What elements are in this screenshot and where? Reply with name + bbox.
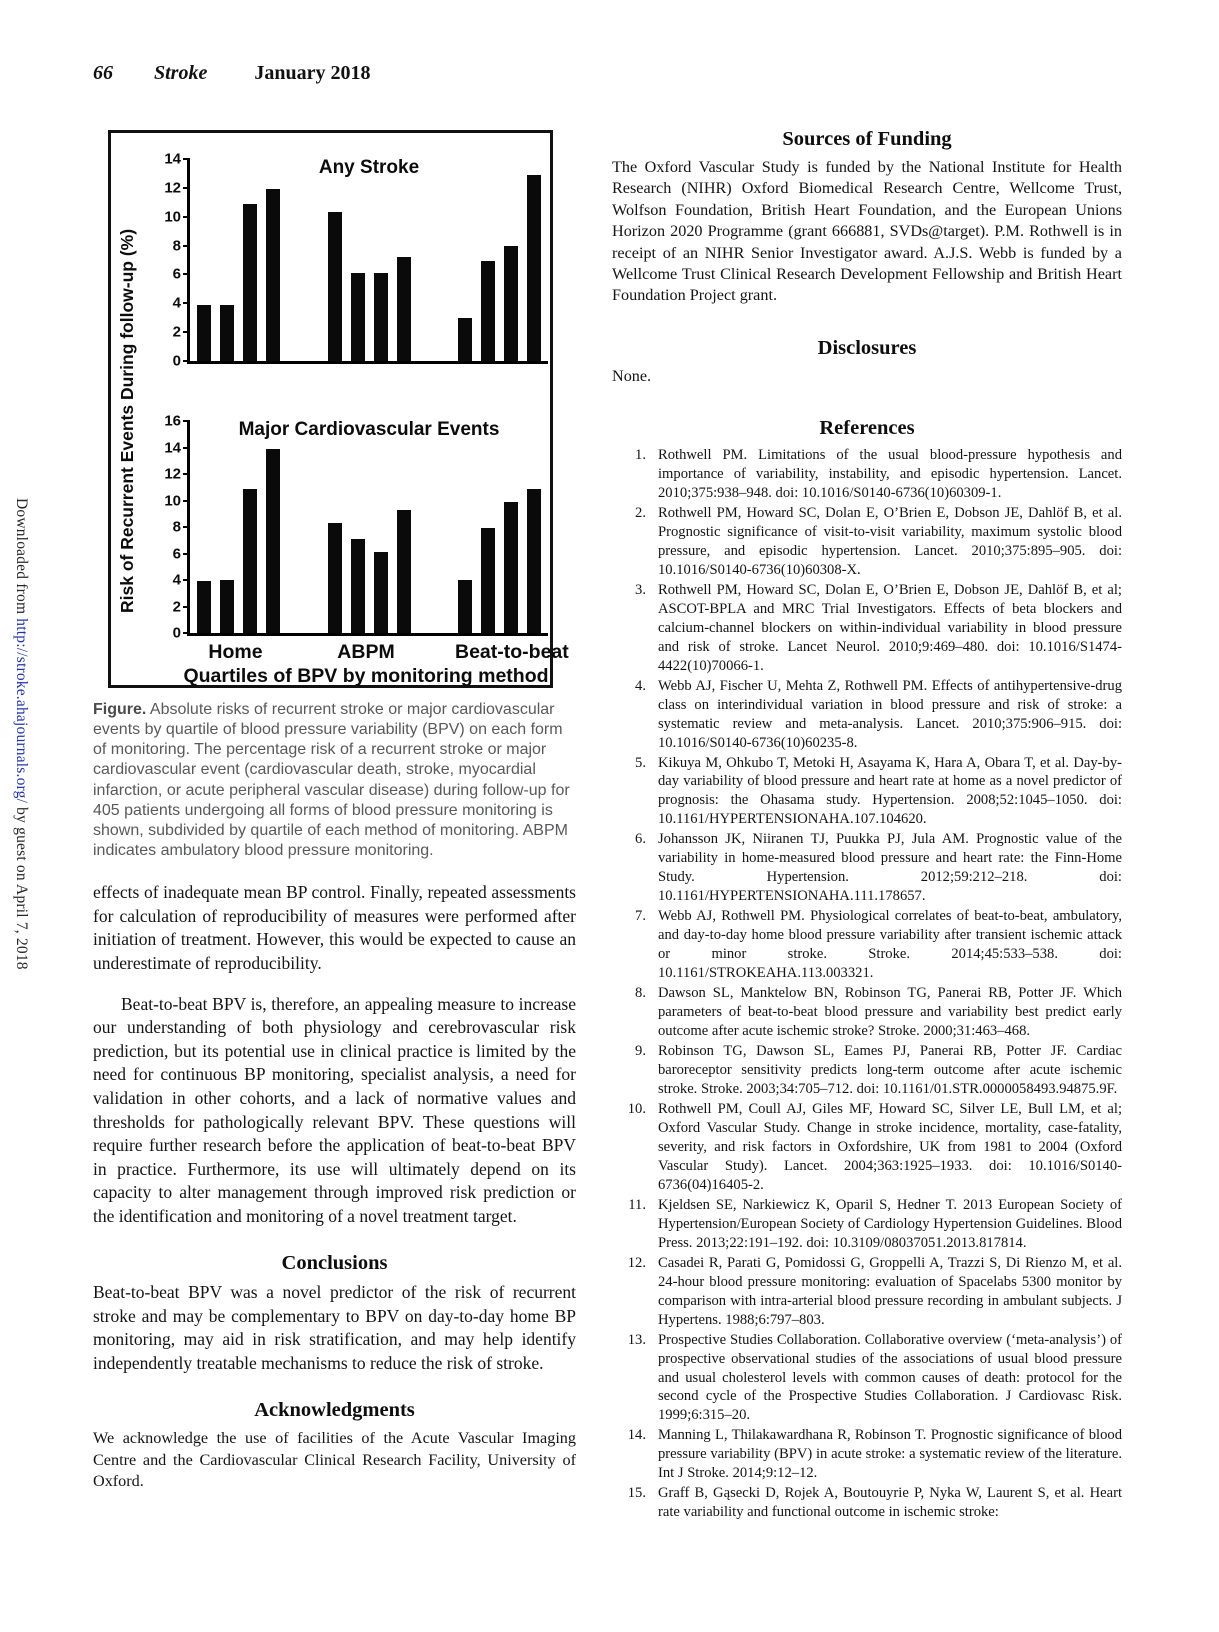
figure-caption (93, 700, 574, 861)
download-strip-suffix: by guest on April 7, 2018 (13, 803, 30, 970)
reference-number: 1. (635, 447, 646, 463)
y-axis-tick-label: 4 (172, 571, 181, 589)
disclosures-paragraph: None. (612, 366, 652, 385)
journal-url-link[interactable]: http://stroke.ahajournals.org/ (13, 618, 30, 804)
bar-groups (190, 159, 548, 361)
chart-title-any-stroke: Any Stroke (318, 157, 420, 178)
bar (397, 257, 411, 361)
reference-item (612, 1426, 1122, 1483)
issue-date: January 2018 (254, 62, 371, 84)
references-heading: References (819, 417, 915, 439)
y-axis-tick-label: 0 (172, 624, 181, 642)
y-axis-tick-label: 0 (172, 352, 181, 370)
bar (527, 175, 541, 361)
bar (351, 539, 365, 633)
reference-number: 8. (635, 985, 646, 1002)
y-axis-tick-mark (183, 447, 190, 449)
reference-item (612, 581, 1122, 676)
y-axis-tick-mark (183, 553, 190, 555)
y-axis-tick-label: 10 (164, 492, 181, 509)
bar-group-beat-to-beat (458, 175, 541, 361)
bar (328, 523, 342, 633)
reference-text: Casadei R, Parati G, Pomidossi G, Groppelli A, Trazzi S, Di Rienzo M, et al. 24-hour blood pressure monitoring: evaluation of Spacelabs 5300 monitor by comparison with intra-arterial blood pressure recording in ambulant subjects. J Hypertens. 1988;6:797–803. (658, 1254, 1122, 1328)
y-axis-tick-mark (183, 420, 190, 422)
y-axis-tick-mark (183, 302, 190, 304)
y-axis-tick-mark (183, 526, 190, 528)
funding-heading: Sources of Funding (782, 128, 952, 150)
reference-item (612, 1196, 1122, 1253)
bar (527, 489, 541, 633)
download-strip (12, 498, 30, 970)
x-category-beat-to-beat: Beat-to-beat (455, 641, 569, 663)
body-paragraph-continuation: effects of inadequate mean BP control. Finally, repeated assessments for calculation of reproducibility of measures were performed after initiation of treatment. However, this would be expected to cause an underestimate of reproducibility. (93, 882, 576, 973)
bar (266, 449, 280, 633)
y-axis-tick-label: 14 (164, 439, 181, 456)
reference-text: Kjeldsen SE, Narkiewicz K, Oparil S, Hedner T. 2013 European Society of Hypertension/European Society of Cardiology Hypertension Guidelines. Blood Press. 2013;22:191–192. doi: 10.3109/08037051.2013.817814. (658, 1196, 1122, 1251)
reference-item (612, 1100, 1122, 1195)
y-axis-tick-mark (183, 632, 190, 634)
reference-number: 5. (635, 754, 646, 771)
reference-number: 12. (627, 1254, 646, 1271)
bar (397, 510, 411, 633)
reference-item (612, 446, 1122, 503)
y-axis-tick-label: 14 (164, 150, 181, 168)
reference-number: 3. (635, 581, 646, 598)
reference-number: 11. (628, 1196, 646, 1213)
bar (374, 273, 388, 361)
reference-number: 10. (627, 1100, 646, 1117)
y-axis-tick-label: 12 (164, 465, 181, 483)
reference-text: Rothwell PM, Coull AJ, Giles MF, Howard SC, Silver LE, Bull LM, et al; Oxford Vascular Study. Change in stroke incidence, mortality, case-fatality, severity, and risk factors in Oxfordshire, UK from 1981 to 2004 (Oxford Vascular Study). Lancet. 2004;363:1925–1933. doi: 10.1016/S0140-6736(04)16405-2. (658, 1100, 1122, 1193)
bar-group-abpm (328, 510, 411, 633)
reference-text: Rothwell PM, Howard SC, Dolan E, O’Brien E, Dobson JE, Dahlöf B, et al. Prognostic significance of visit-to-visit variability, maximum systolic blood pressure, and episodic hypertension. Lancet. 2010;375:895–905. doi: 10.1016/S0140-6736(10)60308-X. (658, 504, 1122, 578)
conclusions-heading: Conclusions (281, 1252, 388, 1275)
reference-item (612, 504, 1122, 580)
y-axis-tick-label: 6 (172, 545, 181, 562)
bar-group-beat-to-beat (458, 489, 541, 633)
reference-text: Prospective Studies Collaboration. Collaborative overview (‘meta-analysis’) of prospective observational studies of the associations of usual blood pressure and usual cholesterol levels with common causes of death: protocol for the second cycle of the Prospective Studies Collaboration. J Cardiovasc Risk. 1999;6:315–20. (658, 1331, 1122, 1424)
download-strip-prefix: Downloaded from (13, 498, 30, 619)
reference-item (612, 830, 1122, 906)
bar-group-home (197, 449, 280, 633)
y-axis-tick-label: 16 (164, 412, 181, 430)
running-head (93, 62, 370, 85)
journal-title: Stroke (154, 62, 208, 84)
right-column (612, 128, 1122, 1523)
bar (374, 552, 388, 633)
x-axis-title: Quartiles of BPV by monitoring method (183, 665, 549, 687)
bar (504, 246, 518, 361)
reference-text: Kikuya M, Ohkubo T, Metoki H, Asayama K, Hara A, Obara T, et al. Day-by-day variability of blood pressure and heart rate at home as a novel predictor of prognosis: the Ohasama study. Hypertension. 2008;52:1045–1050. doi: 10.1161/HYPERTENSIONAHA.107.104620. (658, 754, 1122, 828)
reference-text: Robinson TG, Dawson SL, Eames PJ, Panerai RB, Potter JF. Cardiac baroreceptor sensitivity predicts long-term outcome after acute ischemic stroke. Stroke. 2003;34:705–712. doi: 10.1161/01.STR.0000058493.94875.9F. (658, 1043, 1122, 1097)
bar (197, 305, 211, 361)
y-axis-tick-mark (183, 216, 190, 218)
bar-group-abpm (328, 212, 411, 361)
bar-group-home (197, 189, 280, 361)
y-axis-tick-mark (183, 331, 190, 333)
y-axis-tick-label: 8 (172, 518, 181, 536)
reference-number: 4. (635, 677, 646, 694)
figure-caption-label: Figure. (93, 701, 147, 718)
y-axis-tick-mark (183, 473, 190, 475)
reference-number: 2. (635, 504, 646, 521)
bar (243, 489, 257, 633)
acknowledgments-heading: Acknowledgments (254, 1399, 415, 1422)
x-axis-category-labels (187, 641, 569, 664)
y-axis-tick-label: 12 (164, 179, 181, 197)
y-axis-tick-label: 2 (172, 323, 181, 341)
reference-number: 7. (635, 908, 646, 925)
reference-item (612, 677, 1122, 753)
reference-item (612, 1484, 1122, 1522)
x-category-home: Home (208, 641, 263, 663)
y-axis-title: Risk of Recurrent Events During follow-up (%) (117, 228, 137, 613)
chart-any-stroke (164, 150, 548, 370)
figure-caption-text: Absolute risks of recurrent stroke or major cardiovascular events by quartile of blood pressure variability (BPV) on each form of monitoring. The percentage risk of a recurrent stroke or major cardiovascular event (cardiovascular death, stroke, myocardial infarction, or acute peripheral vascular disease) during follow-up for 405 patients undergoing all forms of blood pressure monitoring is shown, subdivided by quartile of each method of monitoring. ABPM indicates ambulatory blood pressure monitoring. (93, 701, 570, 860)
bar (220, 580, 234, 633)
reference-number: 13. (627, 1331, 646, 1348)
reference-item (612, 984, 1122, 1041)
y-axis-tick-label: 8 (172, 237, 181, 255)
y-axis-tick-label: 10 (164, 208, 181, 226)
bar (197, 581, 211, 633)
reference-number: 14. (627, 1427, 646, 1444)
reference-text: Graff B, Gąsecki D, Rojek A, Boutouyrie P, Nyka W, Laurent S, et al. Heart rate variability and functional outcome in ischemic stroke: (658, 1485, 1122, 1521)
bar (351, 273, 365, 361)
acknowledgments-paragraph: We acknowledge the use of facilities of the Acute Vascular Imaging Centre and the Cardiovascular Clinical Research Facility, University of Oxford. (93, 1429, 576, 1491)
y-axis-tick-mark (183, 158, 190, 160)
bar (481, 528, 495, 633)
reference-item (612, 1042, 1122, 1099)
reference-text: Johansson JK, Niiranen TJ, Puukka PJ, Jula AM. Prognostic value of the variability in home-measured blood pressure and heart rate: the Finn-Home Study. Hypertension. 2012;59:212–218. doi: 10.1161/HYPERTENSIONAHA.111.178657. (658, 831, 1122, 905)
bar (504, 502, 518, 633)
reference-number: 6. (635, 831, 646, 848)
bar (481, 261, 495, 361)
reference-item (612, 907, 1122, 983)
y-axis-tick-mark (183, 360, 190, 362)
y-axis-tick-mark (183, 606, 190, 608)
reference-number: 9. (635, 1043, 646, 1060)
reference-item (612, 754, 1122, 830)
x-category-abpm: ABPM (337, 641, 395, 663)
chart-title-major-cv-events: Major Cardiovascular Events (238, 419, 500, 440)
bar (458, 318, 472, 361)
reference-number: 15. (627, 1485, 646, 1502)
y-axis-tick-label: 6 (172, 265, 181, 283)
y-axis-tick-mark (183, 245, 190, 247)
reference-text: Webb AJ, Fischer U, Mehta Z, Rothwell PM. Effects of antihypertensive-drug class on interindividual variation in blood pressure and risk of stroke: a systematic review and meta-analysis. Lancet. 2010;375:906–915. doi: 10.1016/S0140-6736(10)60235-8. (658, 677, 1122, 751)
bar-groups (190, 421, 548, 633)
disclosures-heading: Disclosures (817, 336, 917, 359)
reference-item (612, 1331, 1122, 1426)
y-axis-tick-mark (183, 500, 190, 502)
bar (458, 580, 472, 633)
page-number: 66 (93, 62, 113, 84)
bar (243, 204, 257, 361)
y-axis-tick-mark (183, 273, 190, 275)
reference-text: Dawson SL, Manktelow BN, Robinson TG, Panerai RB, Potter JF. Which parameters of beat-to-beat blood pressure and variability best predict early outcome after acute ischemic stroke? Stroke. 2000;31:463–468. (658, 985, 1122, 1040)
funding-paragraph: The Oxford Vascular Study is funded by the National Institute for Health Research (NIHR) Oxford Biomedical Research Centre, Wellcome Trust, Wolfson Foundation, British Heart Foundation, and the European Unions Horizon 2020 Programme (grant 666881, SVDs@target). P.M. Rothwell is in receipt of an NIHR Senior Investigator award. A.J.S. Webb is funded by a Wellcome Trust Clinical Research Development Fellowship and British Heart Foundation Project grant. (612, 158, 1122, 305)
chart-major-cardiovascular-events (164, 412, 548, 642)
y-axis-tick-label: 2 (172, 598, 181, 615)
left-column (93, 126, 576, 1509)
conclusions-paragraph: Beat-to-beat BPV was a novel predictor of the risk of recurrent stroke and may be complementary to BPV on day-to-day home BP monitoring, may aid in risk stratification, and may help identify independently treatable mechanisms to reduce the risk of stroke. (93, 1282, 576, 1373)
reference-text: Manning L, Thilakawardhana R, Robinson T. Prognostic significance of blood pressure variability (BPV) in acute stroke: a systematic review of the literature. Int J Stroke. 2014;9:12–12. (658, 1427, 1122, 1482)
bar (266, 189, 280, 361)
y-axis-tick-label: 4 (172, 294, 181, 312)
reference-text: Rothwell PM, Howard SC, Dolan E, O’Brien E, Dobson JE, Dahlöf B, et al; ASCOT-BPLA and MRC Trial Investigators. Effects of beta blockers and calcium-channel blockers on within-individual variability in blood pressure and risk of stroke. Lancet Neurol. 2010;9:469–480. doi: 10.1016/S1474-4422(10)70066-1. (658, 581, 1122, 674)
reference-text: Rothwell PM. Limitations of the usual blood-pressure hypothesis and importance of variability, instability, and episodic hypertension. Lancet. 2010;375:938–948. doi: 10.1016/S0140-6736(10)60309-1. (658, 447, 1122, 501)
reference-text: Webb AJ, Rothwell PM. Physiological correlates of beat-to-beat, ambulatory, and day-to-day home blood pressure variability after transient ischemic attack or minor stroke. Stroke. 2014;45:533–538. doi: 10.1161/STROKEAHA.113.003321. (658, 908, 1122, 982)
bar (328, 212, 342, 361)
bar (220, 305, 234, 361)
y-axis-tick-mark (183, 579, 190, 581)
reference-item (612, 1254, 1122, 1330)
y-axis-tick-mark (183, 187, 190, 189)
body-paragraph-beat-to-beat: Beat-to-beat BPV is, therefore, an appealing measure to increase our understanding of both physiology and cerebrovascular risk prediction, but its potential use in clinical practice is limited by the need for continuous BP monitoring, specialist analysis, a need for validation in other cohorts, and a lack of normative values and thresholds for pathologically relevant BPV. These questions will require further research before the application of beat-to-beat BPV in practice. Furthermore, its use will ultimately depend on its capacity to alter management through improved risk prediction or the identification and monitoring of a novel treatment target. (93, 993, 576, 1226)
references-list (612, 446, 1122, 1522)
figure-panel (108, 130, 569, 688)
